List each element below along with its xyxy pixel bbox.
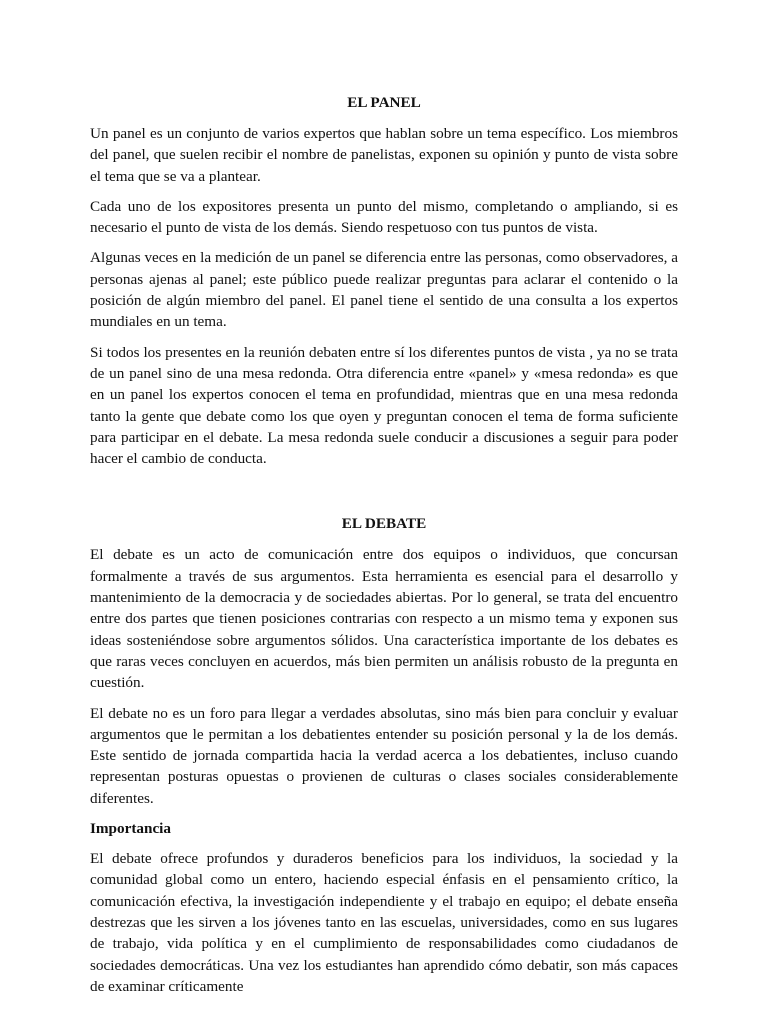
- panel-paragraph: Si todos los presentes en la reunión debaten entre sí los diferentes puntos de vista , ya no se trata de un panel sino de una mesa redonda. Otra diferencia entre «panel» y «mesa redonda» es que en un panel los expertos conocen el tema en profundidad, mientras que en una mesa redonda tanto la gente que debate como los que oyen y preguntan conocen el tema de forma suficiente para participar en el debate. La mesa redonda suele conducir a discusiones a seguir para poder hacer el cambio de conducta.: [90, 343, 678, 468]
- panel-paragraph: Un panel es un conjunto de varios expertos que hablan sobre un tema específico. Los miembros del panel, que suelen recibir el nombre de panelistas, exponen su opinión y punto de vista sobre el tema que se va a plantear.: [90, 125, 678, 185]
- debate-title: EL DEBATE: [341, 515, 427, 533]
- document-body: [90, 92, 678, 1006]
- debate-paragraph: El debate es un acto de comunicación entre dos equipos o individuos, que concursan formalmente a través de sus argumentos. Esta herramienta es esencial para el desarrollo y mantenimiento de la democracia y de sociedades abiertas. Por lo general, se trata del encuentro entre dos partes que tienen posiciones contrarias con respecto a un mismo tema y exponen sus ideas sosteniéndose sobre argumentos sólidos. Una característica importante de los debates es que raras veces concluyen en acuerdos, más bien permiten un análisis robusto de la pregunta en cuestión.: [90, 546, 678, 692]
- panel-paragraph: Cada uno de los expositores presenta un punto del mismo, completando o ampliando, si es necesario el punto de vista de los demás. Siendo respetuoso con tus puntos de vista.: [90, 197, 678, 237]
- debate-paragraph: El debate no es un foro para llegar a verdades absolutas, sino más bien para concluir y evaluar argumentos que le permitan a los debatientes entender su posición personal y la de los demás. Este sentido de jornada compartida hacia la verdad acerca a los debatientes, incluso cuando representan posturas opuestas o provienen de culturas o clases sociales considerablemente diferentes.: [90, 704, 678, 807]
- importance-heading: Importancia: [90, 820, 171, 838]
- panel-title: EL PANEL: [347, 94, 421, 111]
- panel-paragraph: Algunas veces en la medición de un panel se diferencia entre las personas, como observadores, a personas ajenas al panel; este público puede realizar preguntas para aclarar el contenido o la posición de algún miembro del panel. El panel tiene el sentido de una consulta a los expertos mundiales en un tema.: [90, 249, 678, 331]
- importance-paragraph: El debate ofrece profundos y duraderos beneficios para los individuos, la sociedad y la comunidad global como un entero, haciendo especial énfasis en el pensamiento crítico, la comunicación efectiva, la investigación independiente y el trabajo en equipo; el debate enseña destrezas que les sirven a los jóvenes tanto en las escuelas, universidades, como en sus lugares de trabajo, vida política y en el cumplimiento de responsabilidades como ciudadanos de sociedades democráticas. Una vez los estudiantes han aprendido cómo debatir, son más capaces de examinar críticamente: [90, 850, 678, 995]
